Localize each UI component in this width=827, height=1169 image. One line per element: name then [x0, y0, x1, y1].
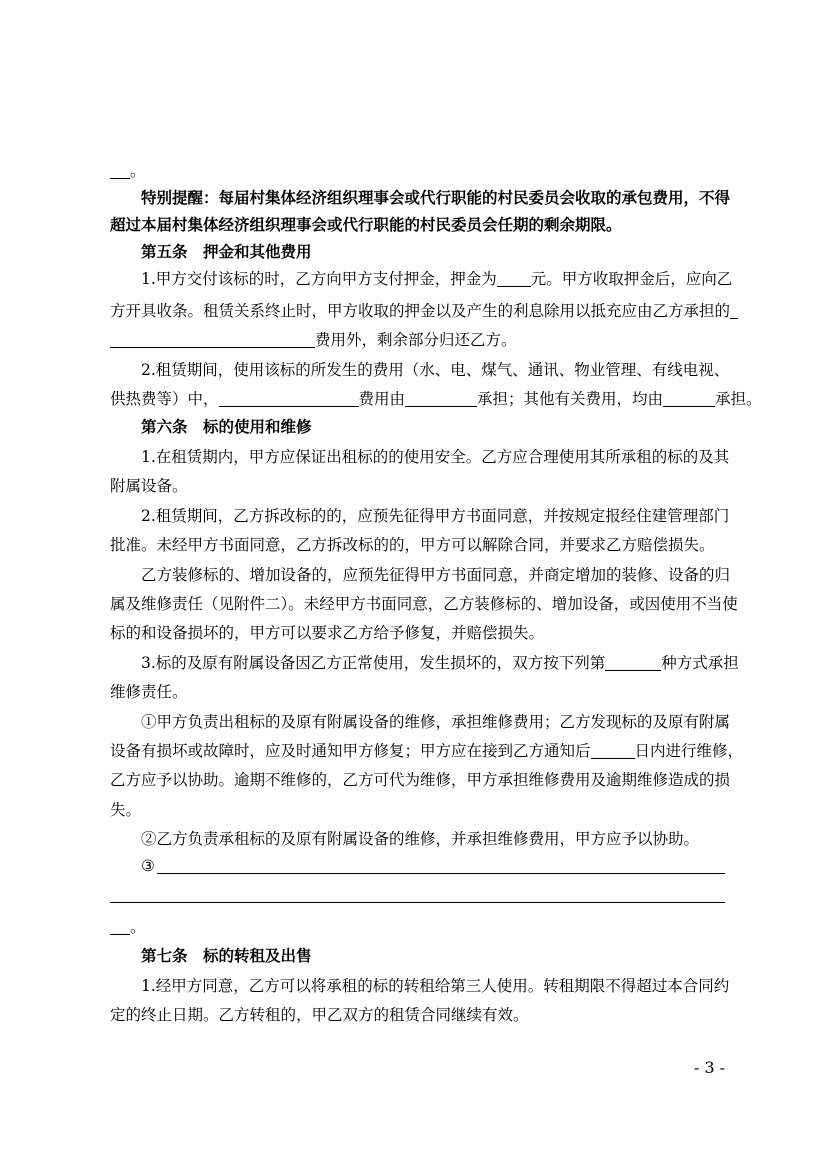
blank-underline — [110, 918, 130, 935]
party-blank — [663, 390, 715, 407]
paragraph-line: 标的和设备损坏的，甲方可以要求乙方给予修复，并赔偿损失。 — [110, 624, 545, 642]
paragraph-line: 2.租赁期间，乙方拆改标的的，应预先征得甲方书面同意，并按规定报经住建管理部门 — [141, 507, 730, 525]
paragraph-line: ②乙方负责承租标的及原有附属设备的维修，并承担维修费用，甲方应予以协助。 — [141, 830, 700, 848]
deposit-amount-blank — [497, 270, 531, 287]
paragraph-line: 供热费等）中， 费用由 承担；其他有关费用，均由 承担。 — [110, 390, 762, 408]
special-reminder: 特别提醒：每届村集体经济组织理事会或代行职能的村民委员会收取的承包费用，不得 — [141, 188, 731, 207]
paragraph-line: 批准。未经甲方书面同意，乙方拆改标的的，甲方可以解除合同，并要求乙方赔偿损失。 — [110, 536, 715, 554]
party-blank — [405, 390, 477, 407]
paragraph-line: 1.在租赁期内，甲方应保证出租标的的使用安全。乙方应合理使用其所承租的标的及其 — [141, 448, 730, 466]
special-reminder-cont: 超过本届村集体经济组织理事会或代行职能的村民委员会任期的剩余期限。 — [110, 215, 622, 234]
article-5-heading: 第五条 押金和其他费用 — [141, 242, 312, 261]
paragraph-line: 费用外，剩余部分归还乙方。 — [110, 328, 517, 350]
paragraph-line: 。 — [110, 159, 146, 181]
blank-underline — [110, 162, 130, 179]
fee-blank — [110, 331, 315, 348]
paragraph-line: ①甲方负责出租标的及原有附属设备的维修，承担维修费用；乙方发现标的及原有附属 — [141, 713, 731, 731]
option-3-blank-rule — [157, 873, 725, 874]
option-3-line: ③ — [141, 857, 155, 875]
paragraph-line: 2.租赁期间，使用该标的所发生的费用（水、电、煤气、通讯、物业管理、有线电视、 — [141, 361, 730, 379]
paragraph-line: 属及维修责任（见附件二）。未经甲方书面同意，乙方装修标的、增加设备，或因使用不当使 — [110, 595, 738, 613]
option-3-blank-rule — [110, 902, 725, 903]
paragraph-line: 维修责任。 — [110, 683, 188, 701]
option-number-blank — [605, 654, 661, 671]
paragraph-line: 定的终止日期。乙方转租的，甲乙双方的租赁合同继续有效。 — [110, 1006, 529, 1024]
days-blank — [591, 742, 635, 759]
paragraph-line: 1.甲方交付该标的时，乙方向甲方支付押金，押金为 元。甲方收取押金后，应向乙 — [141, 270, 733, 288]
article-7-heading: 第七条 标的转租及出售 — [141, 946, 312, 965]
paragraph-line: 方开具收条。租赁关系终止时，甲方收取的押金以及产生的利息除用以抵充应由乙方承担的 — [110, 299, 738, 321]
paragraph-line: 附属设备。 — [110, 477, 188, 495]
paragraph-line: 3.标的及原有附属设备因乙方正常使用，发生损坏的，双方按下列第 种方式承担 — [141, 654, 739, 672]
paragraph-line: 失。 — [110, 801, 142, 819]
paragraph-line: 1.经甲方同意，乙方可以将承租的标的转租给第三人使用。转租期限不得超过本合同约 — [141, 977, 730, 995]
paragraph-line: 乙方装修标的、增加设备的，应预先征得甲方书面同意，并商定增加的装修、设备的归 — [141, 566, 731, 584]
paragraph-line: 。 — [110, 915, 146, 937]
page-number: - 3 - — [693, 1058, 725, 1077]
article-6-heading: 第六条 标的使用和维修 — [141, 417, 312, 436]
paragraph-line: 乙方应予以协助。逾期不维修的，乙方可代为维修，甲方承担维修费用及逾期维修造成的损 — [110, 771, 731, 789]
blank-underline — [730, 302, 738, 319]
paragraph-line: 设备有损坏或故障时，应及时通知甲方修复；甲方应在接到乙方通知后 日内进行维修， — [110, 742, 744, 760]
fee-blank — [219, 390, 359, 407]
